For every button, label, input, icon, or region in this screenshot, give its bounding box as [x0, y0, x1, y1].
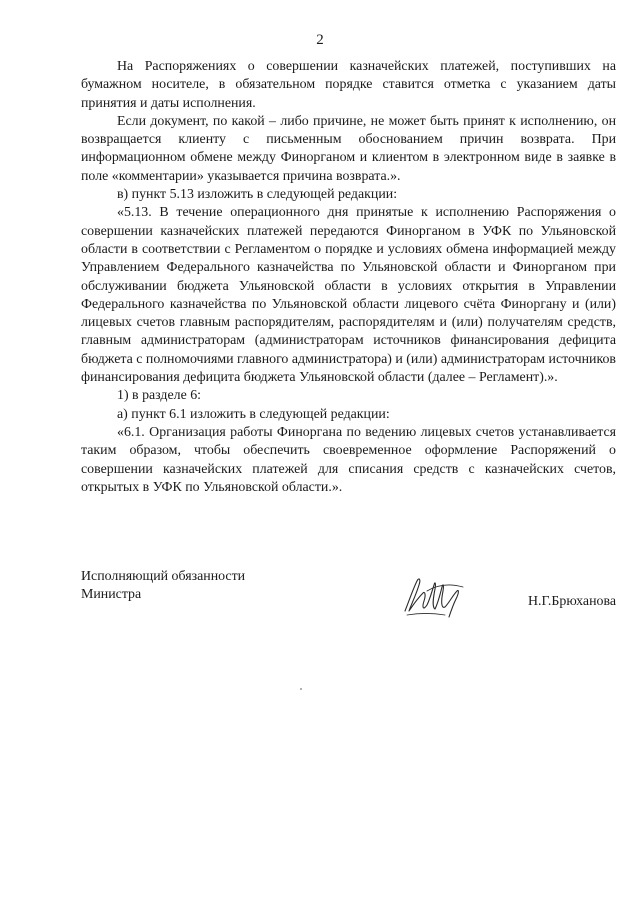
scan-speck [300, 688, 302, 690]
signer-name: Н.Г.Брюханова [527, 594, 616, 609]
signature-block [81, 568, 616, 628]
paragraph-amendment-5-13: в) пункт 5.13 изложить в следующей редакции: [117, 187, 398, 203]
signer-title-line1: Исполняющий обязанности [81, 569, 246, 584]
handwritten-signature-image [399, 571, 471, 619]
signer-title [81, 568, 245, 605]
paragraph-clause-6-1: «6.1. Организация работы Финоргана по ведению лицевых счетов устанавливается таким образом, чтобы обеспечить своевременное оформление Распоряжений о совершении казначейских платежей для списания средств с казначейских счетов, открытых в УФК по Ульяновской области.». [81, 424, 616, 495]
paragraph-section-6: 1) в разделе 6: [117, 388, 202, 404]
document-body [81, 58, 616, 497]
paragraph-bank-notes: На Распоряжениях о совершении казначейских платежей, поступивших на бумажном носителе, в обязательном порядке ставится отметка с указанием даты принятия и даты исполнения. [81, 59, 616, 111]
signer-title-line2: Министра [81, 587, 142, 603]
paragraph-amendment-6-1: а) пункт 6.1 изложить в следующей редакции: [117, 406, 390, 422]
paragraph-clause-5-13: «5.13. В течение операционного дня принятые к исполнению Распоряжения о совершении казначейских платежей передаются Финорганом в УФК по Ульяновской области в соответствии с Регламентом о порядке и условиях обмена информацией между Управлением Федерального казначейства по Ульяновской области и Финорганом при обслуживании бюджета Ульяновской области в условиях открытия в Управлении Федерального казначейства по Ульяновской области лицевого счёта Финоргану и (или) лицевых счетов главным распорядителям, распорядителям и (или) получателям средств, главным администраторам (администраторам источников финансирования дефицита бюджета с полномочиями главного администратора) и (или) администраторам источников финансирования дефицита бюджета Ульяновской области (далее – Регламент).». [81, 205, 616, 386]
page-number: 2 [316, 32, 324, 48]
paragraph-return-reason: Если документ, по какой – либо причине, не может быть принят к исполнению, он возвращается клиенту с письменным обоснованием причин возврата. При информационном обмене между Финорганом и клиентом в электронном виде в заявке в поле «комментарии» указывается причина возврата.». [81, 113, 616, 184]
